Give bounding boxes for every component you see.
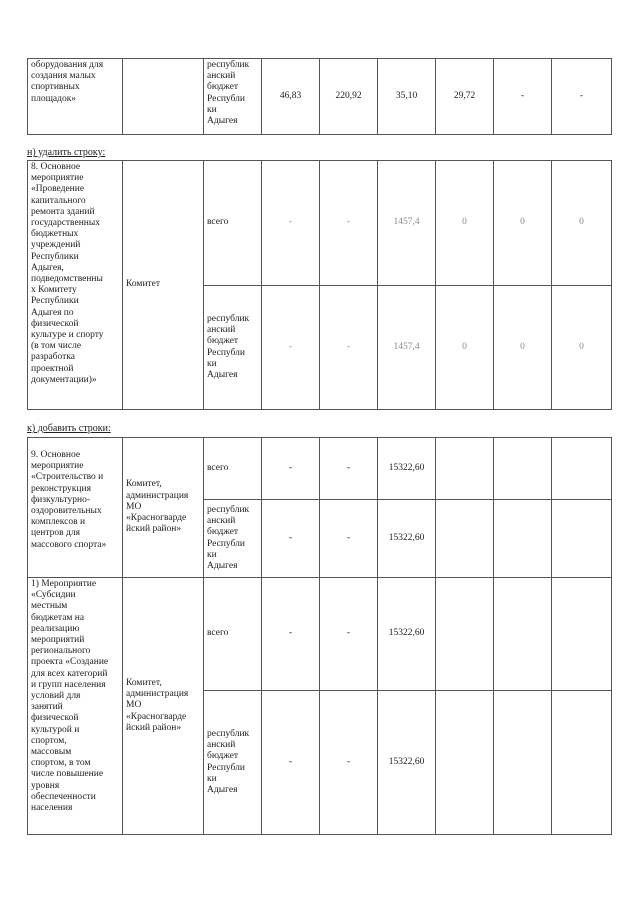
value-cell: - (262, 691, 320, 835)
value-cell: - (320, 578, 378, 691)
value-cell: - (494, 59, 552, 135)
value-cell: - (262, 438, 320, 500)
funding-source-cell: республик анский бюджет Республи ки Адыгея (204, 59, 262, 135)
value-cell (552, 500, 612, 578)
value-cell (494, 500, 552, 578)
value-cell: 46,83 (262, 59, 320, 135)
value-cell (436, 691, 494, 835)
value-cell: 15322,60 (378, 438, 436, 500)
funding-source-cell: республик анский бюджет Республи ки Адыгея (204, 691, 262, 835)
section-heading-delete: н) удалить строку: (27, 147, 106, 158)
value-cell (494, 691, 552, 835)
value-cell (436, 438, 494, 500)
table-top-fragment (27, 58, 612, 135)
table-row (28, 161, 612, 286)
value-cell: 0 (436, 286, 494, 410)
value-cell: 15322,60 (378, 500, 436, 578)
activity-name-cell: 9. Основное мероприятие «Строительство и реконструкция физкультурно- оздоровительных комплексов и центров для массового спорта» (28, 438, 123, 578)
value-cell (552, 438, 612, 500)
value-cell: 35,10 (378, 59, 436, 135)
value-cell: 15322,60 (378, 578, 436, 691)
activity-name-cell: 1) Мероприятие «Субсидии местным бюджетам на реализацию мероприятий регионального проекта «Создание для всех категорий и групп населения условий для занятий физической культурой и спортом, массовым спортом, в том числе повышение уровня обеспеченности населения (28, 578, 123, 835)
table-row (28, 438, 612, 500)
value-cell (552, 578, 612, 691)
funding-source-cell: всего (204, 161, 262, 286)
value-cell: - (262, 286, 320, 410)
funding-source-cell: республик анский бюджет Республи ки Адыгея (204, 500, 262, 578)
value-cell: 1457,4 (378, 161, 436, 286)
value-cell: - (262, 578, 320, 691)
value-cell (552, 691, 612, 835)
table-row (28, 59, 612, 135)
value-cell: 0 (552, 161, 612, 286)
executor-cell: Комитет (123, 161, 204, 410)
activity-name-cell: 8. Основное мероприятие «Проведение капитального ремонта зданий государственных бюджетных учреждений Республики Адыгея, подведомственны х Комитету Республики Адыгея по физической культуре и спорту (в том числе разработка проектной документации)» (28, 161, 123, 410)
value-cell: 0 (436, 161, 494, 286)
value-cell (494, 438, 552, 500)
value-cell: - (262, 500, 320, 578)
value-cell: 0 (494, 161, 552, 286)
value-cell (436, 578, 494, 691)
executor-cell (123, 59, 204, 135)
value-cell (494, 578, 552, 691)
value-cell: - (320, 438, 378, 500)
value-cell: - (552, 59, 612, 135)
activity-name-cell: оборудования для создания малых спортивных площадок» (28, 59, 123, 135)
table-delete-row (27, 160, 612, 410)
value-cell: 29,72 (436, 59, 494, 135)
executor-cell: Комитет, администрация МО «Красногварде йский район» (123, 438, 204, 578)
value-cell: - (320, 691, 378, 835)
value-cell: 1457,4 (378, 286, 436, 410)
value-cell: - (320, 286, 378, 410)
funding-source-cell: всего (204, 438, 262, 500)
executor-cell: Комитет, администрация МО «Красногварде йский район» (123, 578, 204, 835)
table-row (28, 578, 612, 691)
section-heading-add: к) добавить строки: (27, 423, 111, 434)
value-cell: 15322,60 (378, 691, 436, 835)
value-cell: 0 (494, 286, 552, 410)
value-cell: - (320, 161, 378, 286)
value-cell: - (320, 500, 378, 578)
value-cell: 0 (552, 286, 612, 410)
value-cell: - (262, 161, 320, 286)
value-cell (436, 500, 494, 578)
value-cell: 220,92 (320, 59, 378, 135)
funding-source-cell: всего (204, 578, 262, 691)
table-add-rows (27, 437, 612, 835)
funding-source-cell: республик анский бюджет Республи ки Адыгея (204, 286, 262, 410)
